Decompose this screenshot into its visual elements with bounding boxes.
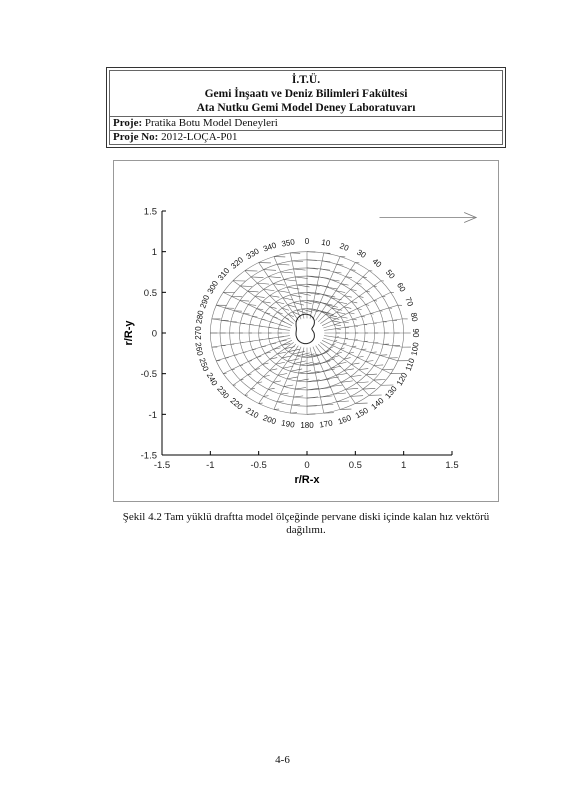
velocity-vector [281, 393, 289, 394]
velocity-vector [282, 321, 285, 323]
x-tick-label: -0.5 [250, 460, 267, 471]
faculty-name: Gemi İnşaatı ve Deniz Bilimleri Fakültesi [204, 88, 408, 100]
velocity-vector [366, 374, 377, 375]
velocity-vector [297, 285, 310, 287]
angle-label: 320 [229, 255, 246, 271]
angle-label: 200 [261, 413, 278, 427]
x-tick-label: -1 [206, 460, 215, 471]
angle-label: 280 [194, 309, 206, 325]
velocity-vector [294, 361, 306, 364]
angle-label: 210 [244, 405, 261, 421]
angle-label: 150 [353, 405, 370, 421]
angle-label: 350 [280, 237, 296, 249]
angle-label: 40 [370, 256, 384, 270]
y-tick-label: 1.5 [143, 206, 157, 218]
project-no-label: Proje No: [113, 131, 159, 143]
project-value: Pratika Botu Model Deneyleri [144, 117, 278, 129]
velocity-vector [292, 261, 303, 262]
angle-label: 120 [394, 371, 410, 388]
header-box [106, 67, 506, 148]
velocity-vector [278, 337, 283, 338]
velocity-vector [330, 385, 342, 387]
velocity-vector [281, 272, 294, 273]
velocity-vector [331, 298, 341, 300]
y-axis-label: r/R-y [123, 320, 135, 346]
angle-label: 220 [228, 396, 245, 412]
velocity-vector [294, 396, 304, 397]
velocity-vector [257, 283, 269, 284]
velocity-vector [264, 270, 277, 271]
angle-label: 100 [409, 341, 421, 357]
figure-frame [113, 160, 499, 502]
y-tick-label: -1 [148, 409, 157, 421]
x-tick-label: 1 [401, 460, 407, 471]
project-no-value: 2012-LOÇA-P01 [161, 131, 238, 143]
angle-label: 90 [411, 328, 421, 338]
angle-label: 190 [280, 418, 296, 430]
velocity-vector [278, 329, 281, 330]
velocity-vector [337, 401, 349, 402]
velocity-vector [371, 352, 377, 353]
angle-label: 270 [193, 326, 203, 340]
caption-line-1: Şekil 4.2 Tam yüklü draftta model ölçeğinde pervane diski içinde kalan hız vektörü [122, 511, 490, 523]
velocity-vector [295, 277, 307, 279]
radial-line [259, 346, 299, 404]
page-number: 4-6 [275, 754, 290, 766]
angle-label: 330 [244, 246, 261, 262]
angle-label: 10 [320, 237, 332, 249]
velocity-vector [374, 365, 383, 366]
angle-label: 110 [403, 357, 417, 373]
project-no-row [110, 131, 502, 144]
velocity-vector [294, 269, 306, 270]
velocity-vector [248, 291, 259, 292]
hub-contour [296, 314, 314, 343]
velocity-vector [327, 377, 339, 379]
velocity-vector [295, 387, 306, 389]
project-row [110, 117, 502, 131]
velocity-vector [299, 293, 311, 295]
velocity-vector [320, 269, 330, 270]
velocity-vector [284, 385, 293, 387]
x-tick-label: 1.5 [445, 460, 459, 471]
angle-label: 70 [403, 296, 415, 308]
velocity-vector [251, 277, 263, 278]
angle-label: 30 [355, 247, 368, 260]
velocity-vector [374, 380, 386, 381]
y-tick-label: 1 [151, 247, 157, 259]
angle-label: 50 [383, 267, 397, 281]
angle-label: 20 [338, 241, 350, 253]
angle-label: 0 [304, 237, 310, 247]
y-tick-label: 0 [151, 328, 157, 340]
y-tick-label: -1.5 [140, 450, 157, 462]
angle-label: 290 [198, 293, 212, 310]
velocity-vector [284, 280, 296, 282]
angle-label: 310 [215, 266, 232, 283]
angle-label: 240 [204, 371, 220, 388]
header-title [110, 71, 502, 117]
velocity-vector [277, 264, 289, 265]
velocity-vector [264, 289, 275, 290]
laboratory-name: Ata Nutku Gemi Model Deney Laboratuvarı [196, 102, 416, 114]
angle-label: 180 [300, 420, 314, 430]
velocity-vector [294, 302, 304, 305]
angle-label: 60 [395, 281, 408, 294]
velocity-vector [319, 387, 331, 389]
velocity-vector [334, 325, 341, 326]
y-tick-label: 0.5 [143, 287, 157, 299]
velocity-vector [252, 349, 255, 350]
velocity-vector [336, 329, 341, 330]
velocity-vector [337, 264, 344, 265]
velocity-vector [357, 382, 369, 383]
angle-label: 260 [193, 341, 205, 357]
velocity-vector [273, 284, 285, 285]
angle-label: 300 [205, 279, 221, 296]
vector-field-chart [114, 161, 498, 501]
velocity-vector [331, 366, 341, 368]
angle-label: 160 [336, 413, 353, 427]
angle-label: 80 [408, 311, 420, 323]
velocity-vector [288, 314, 293, 316]
velocity-vector [243, 352, 246, 353]
figure-caption [100, 511, 512, 537]
velocity-vector [290, 369, 302, 371]
velocity-vector [292, 404, 300, 405]
velocity-vector [252, 316, 257, 317]
angle-label: 250 [197, 356, 211, 373]
velocity-vector [351, 270, 356, 271]
angle-label: 340 [261, 240, 278, 254]
x-tick-label: 0.5 [348, 460, 362, 471]
caption-line-2: dağılımı. [286, 524, 326, 536]
radial-line [274, 347, 301, 410]
velocity-vector [240, 286, 252, 287]
x-tick-label: -1.5 [153, 460, 171, 471]
velocity-vector [287, 377, 298, 379]
angle-label: 230 [215, 384, 231, 401]
project-label: Proje: [113, 117, 143, 129]
velocity-vector [319, 277, 330, 279]
university-name: İ.T.Ü. [291, 74, 321, 86]
velocity-vector [299, 371, 311, 373]
velocity-vector [366, 361, 374, 362]
velocity-vector [271, 322, 274, 323]
velocity-vector [359, 369, 368, 370]
x-axis-label: r/R-x [294, 474, 320, 486]
velocity-vector [336, 337, 339, 338]
velocity-vector [277, 401, 284, 402]
angle-label: 140 [369, 396, 386, 412]
angle-label: 130 [383, 384, 399, 401]
x-tick-label: 0 [304, 460, 310, 471]
angle-label: 170 [318, 418, 334, 430]
velocity-vector [363, 388, 375, 389]
velocity-vector [290, 295, 301, 297]
y-tick-label: -0.5 [140, 369, 157, 381]
velocity-vector [268, 277, 280, 278]
radial-line [259, 263, 299, 321]
velocity-vector [278, 291, 289, 293]
velocity-vector [343, 322, 348, 323]
